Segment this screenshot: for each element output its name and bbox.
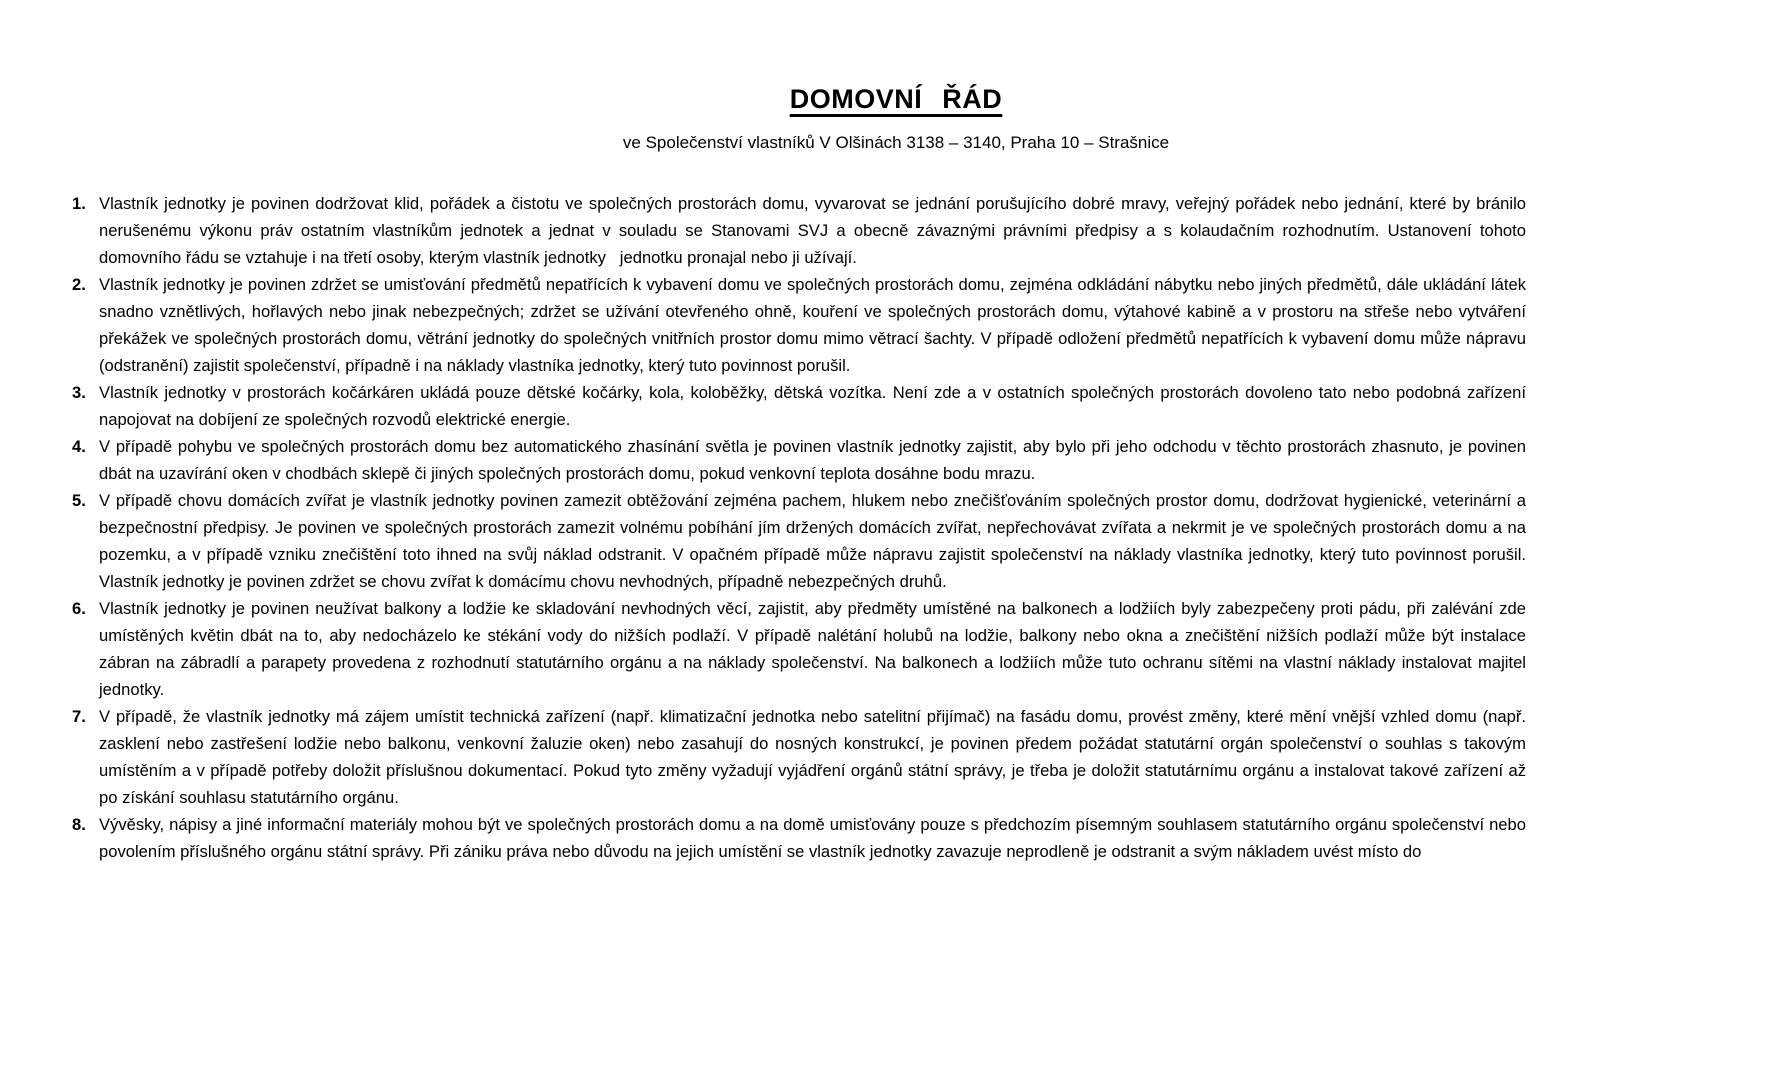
rule-item-8: [72, 811, 1526, 865]
rule-text: V případě chovu domácích zvířat je vlastník jednotky povinen zamezit obtěžování zejména pachem, hlukem nebo znečišťováním společných prostor domu, dodržovat hygienické, veterinární a bezpečnostní předpisy. Je povinen ve společných prostorách zamezit volnému pobíhání jím držených domácích zvířat, nepřechovávat zvířata a nekrmit je ve společných prostorách domu a na pozemku, a v případě vzniku znečištění toto ihned na svůj náklad odstranit. V opačném případě může nápravu zajistit společenství na náklady vlastníka jednotky, který tuto povinnost porušil. Vlastník jednotky je povinen zdržet se chovu zvířat k domácímu chovu nevhodných, případně nebezpečných druhů.: [99, 491, 1526, 591]
rule-text: V případě, že vlastník jednotky má zájem umístit technická zařízení (např. klimatizační jednotka nebo satelitní přijímač) na fasádu domu, provést změny, které mění vnější vzhled domu (např. zasklení nebo zastřešení lodžie nebo balkonu, venkovní žaluzie oken) nebo zasahují do nosných konstrukcí, je povinen předem požádat statutární orgán společenství o souhlas s takovým umístěním a v případě potřeby doložit příslušnou dokumentací. Pokud tyto změny vyžadují vyjádření orgánů státní správy, je třeba je doložit statutárnímu orgánu a instalovat takové zařízení až po získání souhlasu statutárního orgánu.: [99, 707, 1526, 807]
rule-number: 8.: [72, 815, 86, 834]
rule-number: 6.: [72, 599, 86, 618]
rule-text: Vlastník jednotky je povinen zdržet se umisťování předmětů nepatřících k vybavení domu ve společných prostorách domu, zejména odkládání nábytku nebo jiných předmětů, dále ukládání látek snadno vznětlivých, hořlavých nebo jinak nebezpečných; zdržet se užívání otevřeného ohně, kouření ve společných prostorách domu, výtahové kabině a v prostoru na střeše nebo vytváření překážek ve společných prostorách domu, větrání jednotky do společných vnitřních prostor domu mimo větrací šachty. V případě odložení předmětů nepatřících k vybavení domu může nápravu (odstranění) zajistit společenství, případně i na náklady vlastníka jednotky, který tuto povinnost porušil.: [99, 275, 1526, 375]
rule-number: 2.: [72, 275, 86, 294]
rule-number: 3.: [72, 383, 86, 402]
rule-item-7: [72, 703, 1526, 811]
rule-number: 7.: [72, 707, 86, 726]
rule-item-3: [72, 379, 1526, 433]
document-title-text: DOMOVNÍ ŘÁD: [789, 84, 1003, 114]
rule-text: Vlastník jednotky je povinen neužívat balkony a lodžie ke skladování nevhodných věcí, zajistit, aby předměty umístěné na balkonech a lodžiích byly zabezpečeny proti pádu, při zalévání zde umístěných květin dbát na to, aby nedocházelo ke stékání vody do nižších podlaží. V případě nalétání holubů na lodžie, balkony nebo okna a znečištění nižších podlaží může být instalace zábran na zábradlí a parapety provedena z rozhodnutí statutárního orgánu a na náklady společenství. Na balkonech a lodžiích může tuto ochranu sítěmi na vlastní náklady instalovat majitel jednotky.: [99, 599, 1526, 699]
rule-text: Vlastník jednotky v prostorách kočárkáren ukládá pouze dětské kočárky, kola, koloběžky, dětská vozítka. Není zde a v ostatních společných prostorách dovoleno tato nebo podobná zařízení napojovat na dobíjení ze společných rozvodů elektrické energie.: [99, 383, 1526, 429]
rule-item-2: [72, 271, 1526, 379]
rules-list: [72, 190, 1526, 865]
document-subtitle: ve Společenství vlastníků V Olšinách 3138 – 3140, Praha 10 – Strašnice: [622, 133, 1170, 152]
rule-item-6: [72, 595, 1526, 703]
rule-text: Vlastník jednotky je povinen dodržovat klid, pořádek a čistotu ve společných prostorách domu, vyvarovat se jednání porušujícího dobré mravy, veřejný pořádek nebo jednání, které by bránilo nerušenému výkonu práv ostatním vlastníkům jednotek a jednat v souladu se Stanovami SVJ a obecně závaznými právními předpisy a s kolaudačním rozhodnutím. Ustanovení tohoto domovního řádu se vztahuje i na třetí osoby, kterým vlastník jednotky jednotku pronajal nebo ji užívají.: [99, 194, 1526, 267]
rule-number: 1.: [72, 194, 86, 213]
rule-text: V případě pohybu ve společných prostorách domu bez automatického zhasínání světla je povinen vlastník jednotky zajistit, aby bylo při jeho odchodu v těchto prostorách zhasnuto, je povinen dbát na uzavírání oken v chodbách sklepě či jiných společných prostorách domu, pokud venkovní teplota dosáhne bodu mrazu.: [99, 437, 1526, 483]
rule-text: Vývěsky, nápisy a jiné informační materiály mohou být ve společných prostorách domu a na domě umisťovány pouze s předchozím písemným souhlasem statutárního orgánu společenství nebo povolením příslušného orgánu státní správy. Při zániku práva nebo důvodu na jejich umístění se vlastník jednotky zavazuje neprodleně je odstranit a svým nákladem uvést místo do: [99, 815, 1526, 861]
rule-item-1: [72, 190, 1526, 271]
rule-number: 5.: [72, 491, 86, 510]
rule-item-5: [72, 487, 1526, 595]
rule-item-4: [72, 433, 1526, 487]
rule-number: 4.: [72, 437, 86, 456]
document-title: [0, 0, 1792, 115]
